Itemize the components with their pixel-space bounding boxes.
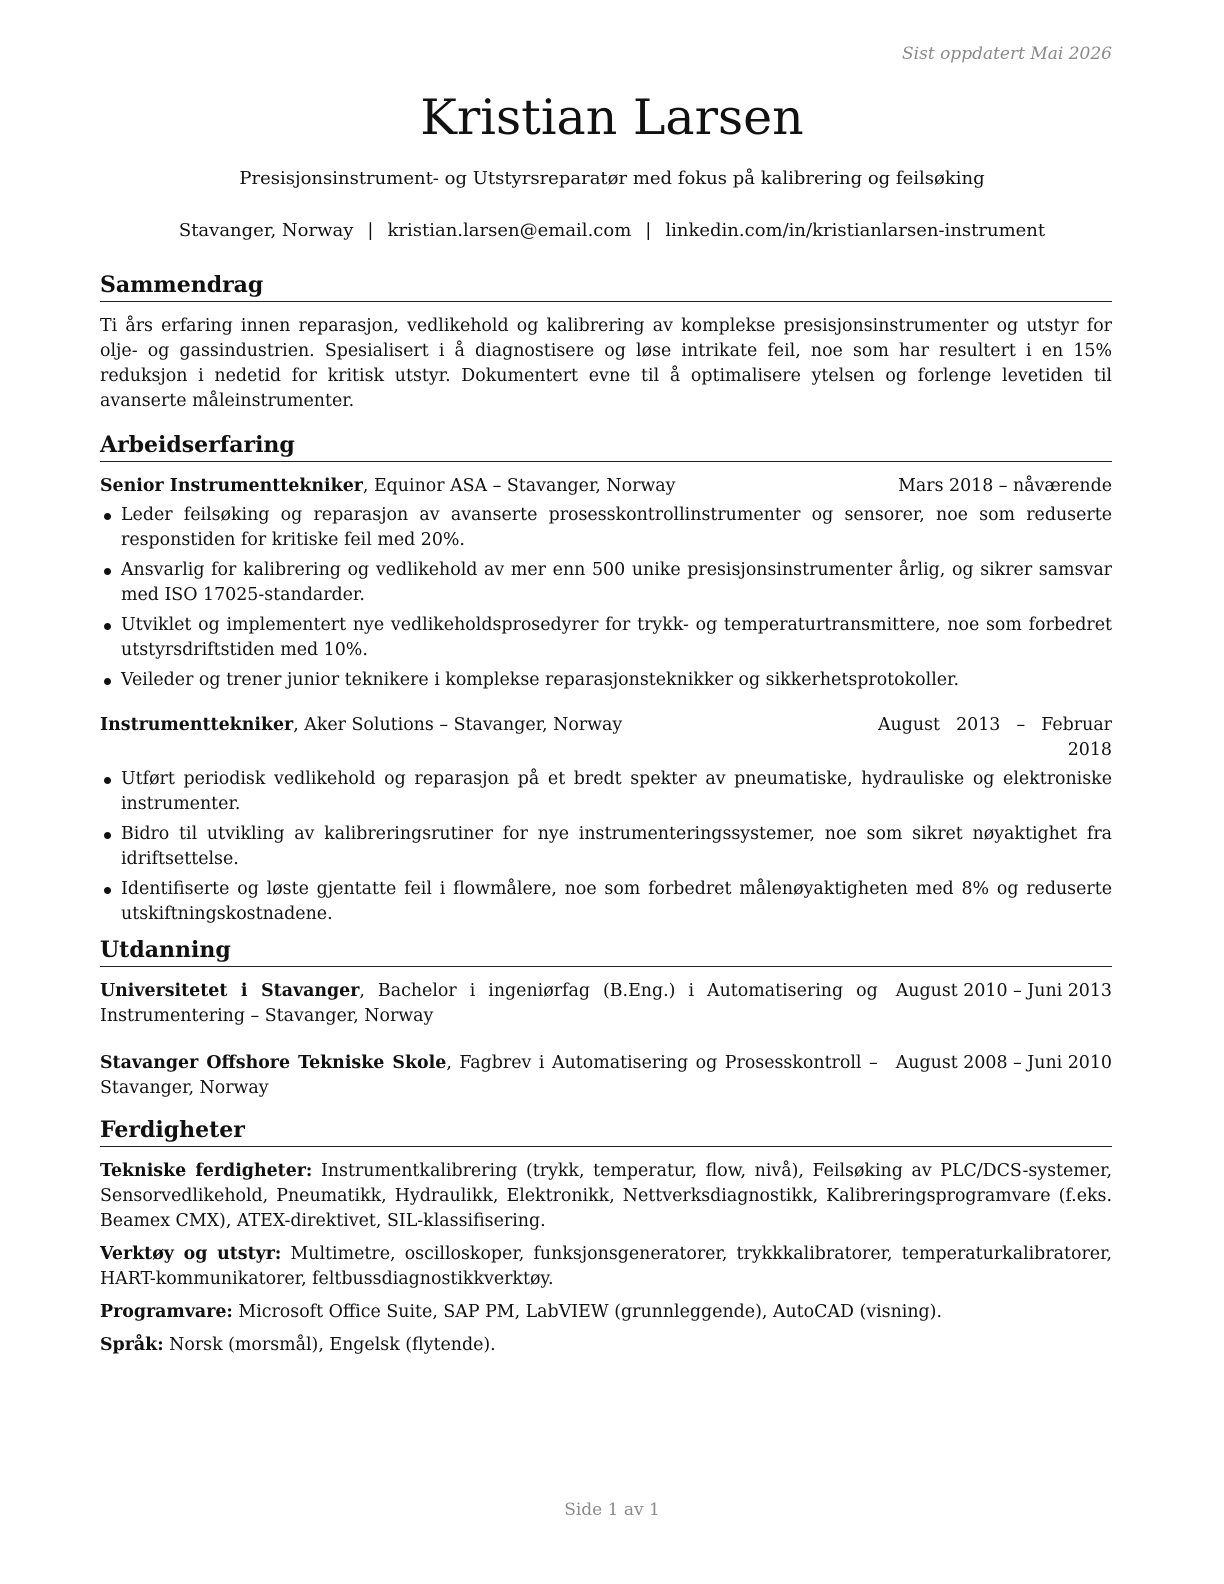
skills-section [100, 1117, 1112, 1358]
section-heading: Arbeidserfaring [100, 432, 1112, 462]
job-header [100, 713, 1112, 763]
skill-group [100, 1159, 1112, 1234]
section-heading: Utdanning [100, 937, 1112, 967]
list-item: Veileder og trener junior teknikere i komplekse reparasjonsteknikker og sikkerhetsprotokoller. [100, 668, 1112, 693]
location: Stavanger, Norway [178, 220, 354, 241]
job-employer: , Equinor ASA – Stavanger, Norway [362, 476, 676, 496]
job-dates: August 2013 – Februar 2018 [878, 715, 1112, 760]
email-link[interactable]: kristian.larsen@email.com [387, 220, 632, 241]
job-dates: Mars 2018 – nåværende [898, 476, 1112, 496]
job-header [100, 474, 1112, 499]
skill-label: Språk: [100, 1335, 164, 1355]
job-bullets [100, 767, 1112, 927]
job-title: Senior Instrumenttekniker [100, 476, 363, 496]
list-item: Identifiserte og løste gjentatte feil i flowmålere, noe som forbedret målenøyaktigheten med 8% og reduserte utskiftningskostnadene. [100, 877, 1112, 927]
experience-section [100, 432, 1112, 927]
separator: | [367, 220, 374, 241]
resume-content [100, 272, 1112, 1368]
degree-detail: , Fagbrev i Automatisering og Prosesskontroll – Stavanger, Norway [100, 1053, 878, 1098]
list-item: Utviklet og implementert nye vedlikeholdsprosedyrer for trykk- og temperaturtransmittere, noe som forbedret utstyrsdriftstiden med 10%. [100, 613, 1112, 663]
education-section [100, 937, 1112, 1101]
linkedin-link[interactable]: linkedin.com/in/kristianlarsen-instrument [665, 220, 1046, 241]
list-item: Utført periodisk vedlikehold og reparasjon på et bredt spekter av pneumatiske, hydrauliske og elektroniske instrumenter. [100, 767, 1112, 817]
skill-group [100, 1333, 1112, 1358]
school-name: Universitetet i Stavanger [100, 981, 360, 1001]
section-heading: Ferdigheter [100, 1117, 1112, 1147]
job-bullets [100, 503, 1112, 693]
degree-detail: , Bachelor i ingeniørfag (B.Eng.) i Automatisering og Instrumentering – Stavanger, Norway [100, 981, 878, 1026]
education-dates: August 2010 – Juni 2013 [895, 981, 1112, 1001]
list-item: Leder feilsøking og reparasjon av avanserte prosesskontrollinstrumenter og sensorer, noe som reduserte responstiden for kritiske feil med 20%. [100, 503, 1112, 553]
skill-group [100, 1300, 1112, 1325]
professional-title: Presisjonsinstrument- og Utstyrsreparatør med fokus på kalibrering og feilsøking [239, 168, 985, 189]
summary-section [100, 272, 1112, 414]
list-item: Ansvarlig for kalibrering og vedlikehold av mer enn 500 unike presisjonsinstrumenter årlig, og sikrer samsvar med ISO 17025-standarder. [100, 558, 1112, 608]
job-entry [100, 713, 1112, 927]
skill-label: Tekniske ferdigheter: [100, 1161, 313, 1181]
education-entry [100, 979, 1112, 1029]
list-item: Bidro til utvikling av kalibreringsrutiner for nye instrumenteringssystemer, noe som sikret nøyaktighet fra idriftsettelse. [100, 822, 1112, 872]
candidate-name: Kristian Larsen [420, 89, 804, 146]
education-dates: August 2008 – Juni 2010 [895, 1053, 1112, 1073]
skill-text: Multimetre, oscilloskoper, funksjonsgeneratorer, trykkkalibratorer, temperaturkalibratorer, HART-kommunikatorer, feltbussdiagnostikkverktøy. [100, 1244, 1112, 1289]
job-title: Instrumenttekniker [100, 715, 294, 735]
skill-text: Norsk (morsmål), Engelsk (flytende). [163, 1335, 496, 1355]
separator: | [645, 220, 652, 241]
skill-text: Instrumentkalibrering (trykk, temperatur, flow, nivå), Feilsøking av PLC/DCS-systemer, Sensorvedlikehold, Pneumatikk, Hydraulikk, Elektronikk, Nettverksdiagnostikk, Kalibreringsprogramvare (f.eks. Beamex CMX), ATEX-direktivet, SIL-klassifisering. [100, 1161, 1113, 1231]
contact-line [0, 219, 1224, 243]
job-employer: , Aker Solutions – Stavanger, Norway [293, 715, 623, 735]
summary-text: Ti års erfaring innen reparasjon, vedlikehold og kalibrering av komplekse presisjonsinstrumenter og utstyr for olje- og gassindustrien. Spesialisert i å diagnostisere og løse intrikate feil, noe som har resultert i en 15% reduksjon i nedetid for kritisk utstyr. Dokumentert evne til å optimalisere ytelsen og forlenge levetiden til avanserte måleinstrumenter. [100, 316, 1112, 411]
skill-group [100, 1242, 1112, 1292]
job-entry [100, 474, 1112, 693]
school-name: Stavanger Offshore Tekniske Skole [100, 1053, 447, 1073]
section-heading: Sammendrag [100, 272, 1112, 302]
education-entry [100, 1051, 1112, 1101]
skill-text: Microsoft Office Suite, SAP PM, LabVIEW (grunnleggende), AutoCAD (visning). [232, 1302, 942, 1322]
page-number: Side 1 av 1 [564, 1500, 660, 1520]
skill-label: Programvare: [100, 1302, 233, 1322]
last-updated: Sist oppdatert Mai 2026 [902, 44, 1112, 64]
skill-label: Verktøy og utstyr: [100, 1244, 282, 1264]
